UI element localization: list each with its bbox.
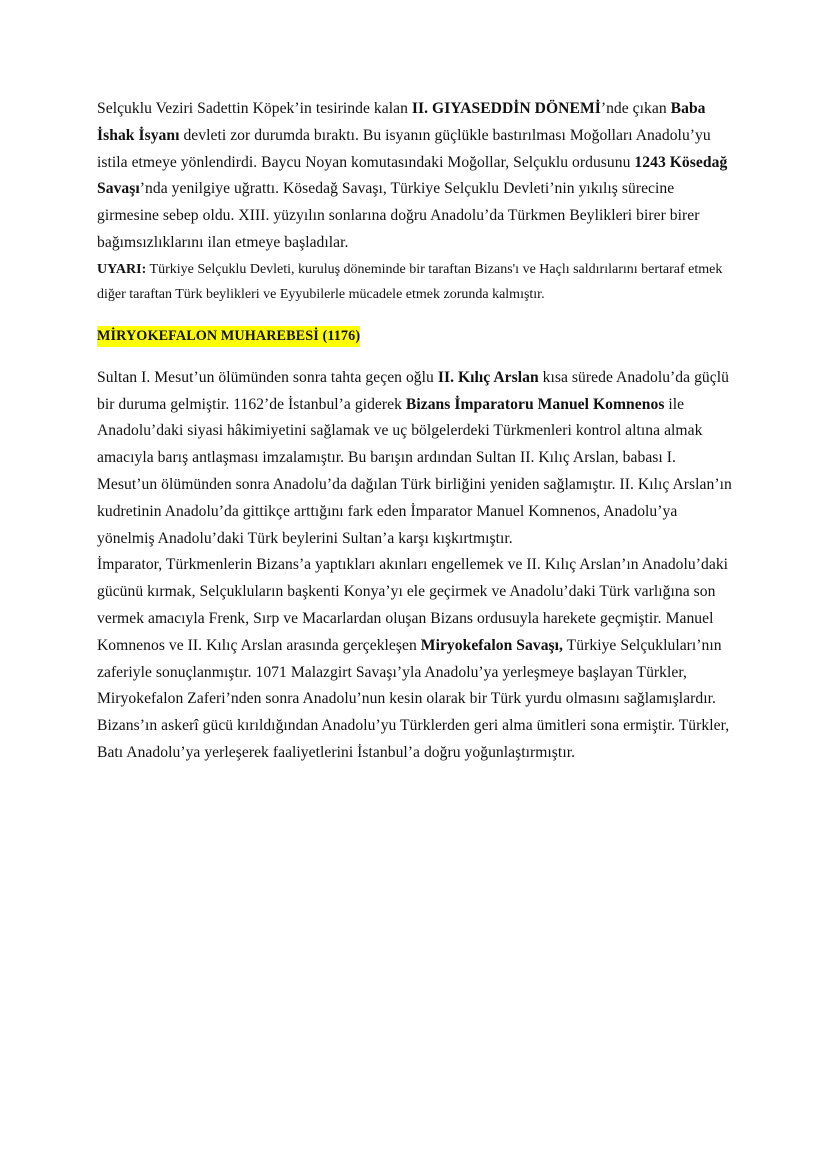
text-run: ’nda yenilgiye uğrattı. Kösedağ Savaşı, Türkiye Selçuklu Devleti’nin yıkılış sürecine girmesine sebep oldu. XIII. yüzyılın sonlarına doğru Anadolu’da Türkmen Beylikleri birer birer bağımsızlıklarını ilan etmeye başladılar. (97, 180, 700, 251)
text-run: ’nde çıkan (600, 100, 671, 117)
warning-note (97, 257, 735, 307)
bold-term-kilic-arslan: II. Kılıç Arslan (437, 368, 539, 386)
bold-term-miryokefalon: Miryokefalon Savaşı, (420, 636, 564, 654)
bold-term-manuel-komnenos: Bizans İmparatoru Manuel Komnenos (405, 395, 665, 413)
paragraph-kilic-arslan (97, 365, 735, 553)
bold-term-kosedag: 1243 Kösedağ Savaşı (97, 153, 728, 198)
warning-label: UYARI: (97, 261, 147, 277)
paragraph-miryokefalon (97, 552, 735, 766)
text-run: İmparator, Türkmenlerin Bizans’a yaptıkları akınları engellemek ve II. Kılıç Arslan’ın Anadolu’daki gücünü kırmak, Selçukluların başkenti Konya’yı ele geçirmek ve Anadolu’daki Türk varlığına son vermek amacıyla Frenk, Sırp ve Macarlardan oluşan Bizans ordusuyla harekete geçmiştir. Manuel Komnenos ve II. Kılıç Arslan arasında gerçekleşen (97, 556, 729, 654)
text-run: Selçuklu Veziri Sadettin Köpek’in tesirinde kalan (97, 100, 412, 117)
text-run: Sultan I. Mesut’un ölümünden sonra tahta geçen oğlu (97, 368, 438, 386)
warning-text: Türkiye Selçuklu Devleti, kuruluş döneminde bir taraftan Bizans'ı ve Haçlı saldırılarını bertaraf etmek diğer taraftan Türk beylikleri ve Eyyubilerle mücadele etmek zorunda kalmıştır. (97, 261, 723, 302)
text-run: devleti zor durumda bıraktı. Bu isyanın güçlükle bastırılması Moğolları Anadolu’yu istila etmeye yönlendirdi. Baycu Noyan komutasındaki Moğollar, Selçuklu ordusunu (97, 126, 711, 171)
document-page (97, 96, 735, 767)
section-heading: MİRYOKEFALON MUHAREBESİ (1176) (97, 326, 360, 347)
text-run: ile Anadolu’daki siyasi hâkimiyetini sağlamak ve uç bölgelerdeki Türkmenleri kontrol altına almak amacıyla barış antlaşması imzalamıştır. Bu barışın ardından Sultan II. Kılıç Arslan, babası I. Mesut’un ölümünden sonra Anadolu’da dağılan Türk birliğini yeniden sağlamıştır. II. Kılıç Arslan’ın kudretinin Anadolu’da gittikçe arttığını fark eden İmparator Manuel Komnenos, Anadolu’ya yönelmiş Anadolu’daki Türk beylerini Sultan’a karşı kışkırtmıştır. (97, 395, 732, 547)
bold-term-giyaseddin: II. GIYASEDDİN DÖNEMİ (411, 100, 601, 117)
text-run: Türkiye Selçukluları’nın zaferiyle sonuçlanmıştır. 1071 Malazgirt Savaşı’yla Anadolu’ya yerleşmeye başlayan Türkler, Miryokefalon Zaferi’nden sonra Anadolu’nun kesin olarak bir Türk yurdu olmasını sağlamışlardır. Bizans’ın askerî gücü kırıldığından Anadolu’yu Türklerden geri alma ümitleri sona ermiştir. Türkler, Batı Anadolu’ya yerleşerek faaliyetlerini İstanbul’a doğru yoğunlaştırmıştır. (97, 636, 730, 761)
bold-term-baba-ishak: Baba İshak İsyanı (97, 100, 706, 144)
text-run: kısa sürede Anadolu’da güçlü bir duruma gelmiştir. 1162’de İstanbul’a giderek (97, 368, 729, 413)
section-heading-wrap (97, 325, 735, 347)
paragraph-kosedag (97, 96, 735, 257)
